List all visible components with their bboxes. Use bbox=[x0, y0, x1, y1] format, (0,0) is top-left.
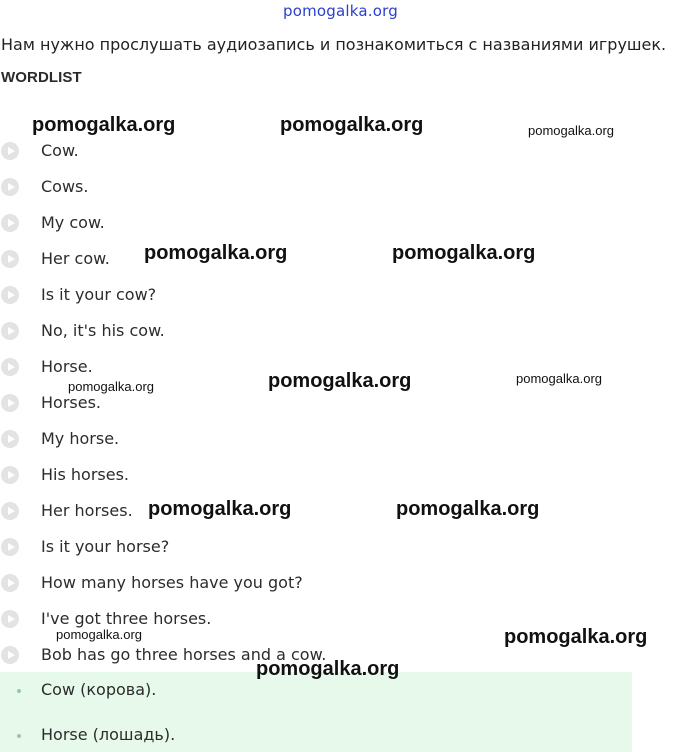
watermark: pomogalka.org bbox=[504, 626, 648, 648]
play-audio-icon[interactable] bbox=[1, 430, 19, 448]
instruction-text: Нам нужно прослушать аудиозапись и познакомиться с названиями игрушек. bbox=[1, 35, 667, 54]
word-phrase: No, it's his cow. bbox=[41, 321, 165, 340]
play-audio-icon[interactable] bbox=[1, 358, 19, 376]
word-phrase: My cow. bbox=[41, 213, 105, 232]
vocabulary-text: Cow (корова). bbox=[41, 680, 157, 699]
play-audio-icon[interactable] bbox=[1, 286, 19, 304]
wordlist-item bbox=[0, 277, 680, 313]
wordlist-item bbox=[0, 169, 680, 205]
word-phrase: Horse. bbox=[41, 357, 93, 376]
vocabulary-box bbox=[0, 672, 632, 752]
site-logo[interactable]: pomogalka.org bbox=[283, 2, 398, 20]
wordlist-item bbox=[0, 133, 680, 169]
wordlist-item bbox=[0, 457, 680, 493]
watermark: pomogalka.org bbox=[396, 498, 540, 520]
word-phrase: My horse. bbox=[41, 429, 120, 448]
play-audio-icon[interactable] bbox=[1, 250, 19, 268]
word-phrase: Her horses. bbox=[41, 501, 133, 520]
wordlist-item bbox=[0, 529, 680, 565]
watermark: pomogalka.org bbox=[268, 370, 412, 392]
watermark: pomogalka.org bbox=[516, 371, 602, 386]
word-phrase: Cow. bbox=[41, 141, 79, 160]
wordlist-item bbox=[0, 493, 680, 529]
watermark: pomogalka.org bbox=[56, 627, 142, 642]
play-audio-icon[interactable] bbox=[1, 178, 19, 196]
play-audio-icon[interactable] bbox=[1, 538, 19, 556]
word-phrase: Her cow. bbox=[41, 249, 110, 268]
play-audio-icon[interactable] bbox=[1, 142, 19, 160]
watermark: pomogalka.org bbox=[144, 242, 288, 264]
wordlist-item bbox=[0, 421, 680, 457]
word-phrase: Is it your cow? bbox=[41, 285, 157, 304]
play-audio-icon[interactable] bbox=[1, 214, 19, 232]
wordlist-item bbox=[0, 241, 680, 277]
word-phrase: Horses. bbox=[41, 393, 101, 412]
wordlist bbox=[0, 133, 680, 673]
watermark: pomogalka.org bbox=[280, 114, 424, 136]
watermark: pomogalka.org bbox=[256, 658, 400, 680]
watermark: pomogalka.org bbox=[32, 114, 176, 136]
play-audio-icon[interactable] bbox=[1, 502, 19, 520]
play-audio-icon[interactable] bbox=[1, 394, 19, 412]
word-phrase: Is it your horse? bbox=[41, 537, 170, 556]
wordlist-item bbox=[0, 205, 680, 241]
wordlist-item bbox=[0, 565, 680, 601]
word-phrase: Cows. bbox=[41, 177, 89, 196]
wordlist-item bbox=[0, 313, 680, 349]
watermark: pomogalka.org bbox=[392, 242, 536, 264]
word-phrase: Bob has go three horses and a cow. bbox=[41, 645, 327, 664]
bullet-icon bbox=[17, 689, 21, 693]
play-audio-icon[interactable] bbox=[1, 574, 19, 592]
word-phrase: His horses. bbox=[41, 465, 130, 484]
wordlist-heading: WORDLIST bbox=[1, 69, 82, 86]
play-audio-icon[interactable] bbox=[1, 466, 19, 484]
watermark: pomogalka.org bbox=[68, 379, 154, 394]
vocabulary-text: Horse (лошадь). bbox=[41, 725, 176, 744]
play-audio-icon[interactable] bbox=[1, 322, 19, 340]
word-phrase: How many horses have you got? bbox=[41, 573, 303, 592]
word-phrase: I've got three horses. bbox=[41, 609, 212, 628]
play-audio-icon[interactable] bbox=[1, 610, 19, 628]
bullet-icon bbox=[17, 734, 21, 738]
play-audio-icon[interactable] bbox=[1, 646, 19, 664]
watermark: pomogalka.org bbox=[528, 123, 614, 138]
watermark: pomogalka.org bbox=[148, 498, 292, 520]
